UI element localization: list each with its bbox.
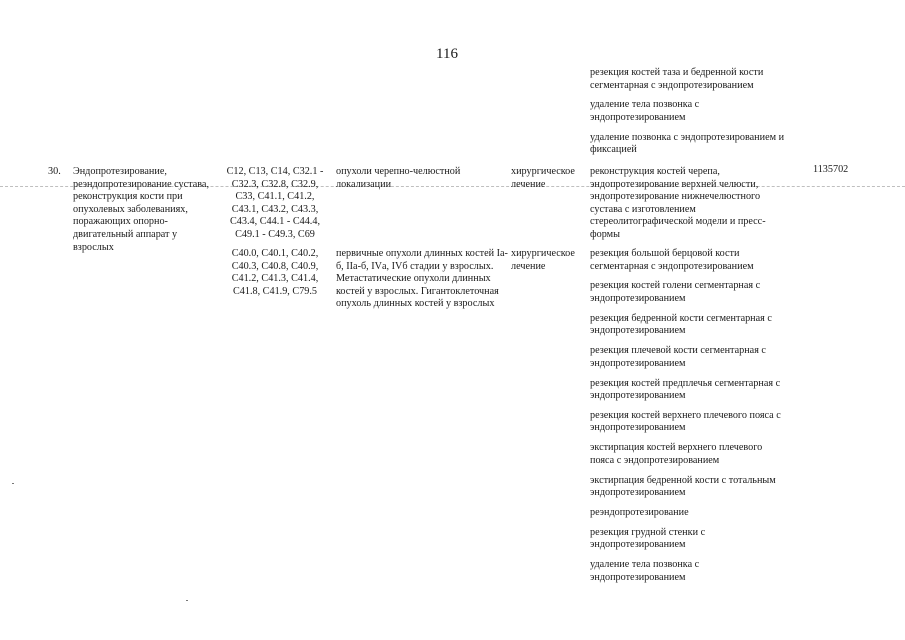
treatment-type: хирургическое лечение bbox=[511, 166, 575, 190]
list-item: резекция костей верхнего плечевого пояса с эндопротезированием bbox=[590, 409, 781, 434]
icd-codes: C12, C13, C14, C32.1 - C32.3, C32.8, C32.9, C33, C41.1, C41.2, C43.1, C43.2, C43.3, C43.4, C44.1 - C44.4, C49.1 - C49.3, C69 bbox=[226, 166, 324, 240]
list-item: удаление тела позвонка с эндопротезированием bbox=[590, 99, 700, 123]
list-item: резекция бедренной кости сегментарная с эндопротезированием bbox=[590, 312, 772, 337]
list-item: резекция костей таза и бедренной кости сегментарная с эндопротезированием bbox=[590, 67, 764, 91]
patient-model: опухоли черепно-челюстной локализации bbox=[336, 166, 461, 190]
list-item: экстирпация бедренной кости с тотальным эндопротезированием bbox=[590, 474, 776, 499]
methods-list bbox=[590, 166, 788, 249]
list-item: резекция костей голени сегментарная с эндопротезированием bbox=[590, 280, 761, 304]
list-item: экстирпация костей верхнего плечевого пояса с эндопротезированием bbox=[590, 442, 763, 466]
list-item: резекция большой берцовой кости сегментарная с эндопротезированием bbox=[590, 248, 754, 272]
cost-value: 1135702 bbox=[813, 164, 849, 175]
list-item: реэндопротезирование bbox=[590, 507, 689, 518]
scan-speck bbox=[12, 483, 14, 484]
list-item: реконструкция костей черепа, эндопротезирование верхней челюсти, эндопротезирование нижнечелюстного сустава с изготовлением стереолитографической модели и пресс-формы bbox=[590, 166, 766, 240]
scan-speck bbox=[186, 600, 188, 601]
treatment-type: хирургическое лечение bbox=[511, 248, 575, 272]
patient-model: первичные опухоли длинных костей Iа-б, IIа-б, IVа, IVб стадии у взрослых. Метастатические опухоли длинных костей у взрослых. Гигантоклеточная опухоль длинных костей у взрослых bbox=[336, 248, 508, 310]
methods-list bbox=[590, 248, 788, 592]
list-item: удаление позвонка с эндопротезированием и фиксацией bbox=[590, 131, 785, 156]
list-item: удаление тела позвонка с эндопротезированием bbox=[590, 559, 700, 583]
list-item: резекция плечевой кости сегментарная с эндопротезированием bbox=[590, 345, 766, 369]
list-item: резекция грудной стенки с эндопротезированием bbox=[590, 526, 706, 551]
top-methods-list bbox=[590, 67, 788, 164]
icd-codes: C40.0, C40.1, C40.2, C40.3, C40.8, C40.9, C41.2, C41.3, C41.4, C41.8, C41.9, C79.5 bbox=[231, 248, 319, 297]
page-number: 116 bbox=[436, 46, 458, 62]
row-number: 30. bbox=[48, 166, 61, 177]
intervention-name: Эндопротезирование, реэндопротезирование сустава, реконструкция кости при опухолевых заболеваниях, поражающих опорно-двигательный аппарат у взрослых bbox=[73, 166, 209, 253]
list-item: резекция костей предплечья сегментарная с эндопротезированием bbox=[590, 377, 781, 402]
